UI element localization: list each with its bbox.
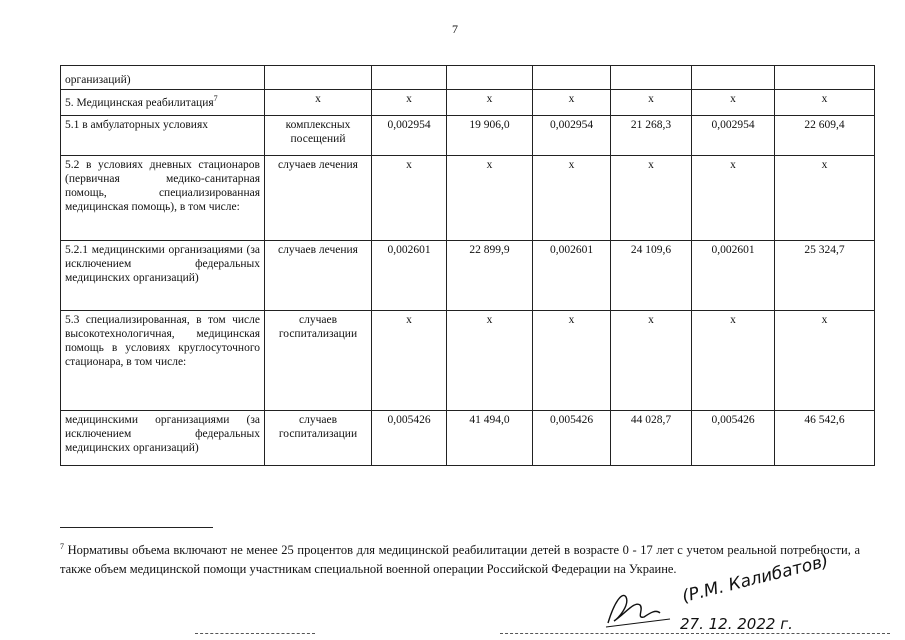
footnote-divider <box>60 527 213 528</box>
footnote-marker: 7 <box>213 94 218 103</box>
row-value: 22 899,9 <box>447 241 533 311</box>
row-value: x <box>775 156 875 241</box>
row-value: 44 028,7 <box>611 411 692 466</box>
row-value: x <box>533 156 611 241</box>
row-value: 41 494,0 <box>447 411 533 466</box>
table-row <box>61 156 875 241</box>
row-label: организаций) <box>61 66 265 90</box>
row-label: 5.2.1 медицинскими организациями (за исключением федеральных медицинских организаций) <box>61 241 265 311</box>
row-value: 25 324,7 <box>775 241 875 311</box>
row-unit: случаев госпитализации <box>265 311 372 411</box>
row-value: x <box>447 156 533 241</box>
signature-scribble-icon <box>600 583 680 633</box>
row-value <box>533 66 611 90</box>
table-row <box>61 241 875 311</box>
row-value: x <box>611 90 692 116</box>
signature-name: (Р.М. Калибатов) <box>680 551 831 607</box>
row-value: x <box>372 156 447 241</box>
table-row <box>61 66 875 90</box>
row-value: x <box>611 156 692 241</box>
row-value: 0,002601 <box>692 241 775 311</box>
row-value: 0,002954 <box>372 116 447 156</box>
row-label: 5.3 специализированная, в том числе высокотехнологичная, медицинская помощь в условиях круглосуточного стационара, в том числе: <box>61 311 265 411</box>
signature-date: 27. 12. 2022 г. <box>680 615 793 633</box>
row-value: 0,005426 <box>692 411 775 466</box>
row-value: 0,002601 <box>372 241 447 311</box>
row-value: x <box>447 90 533 116</box>
row-value: x <box>372 311 447 411</box>
row-value: 22 609,4 <box>775 116 875 156</box>
row-value: x <box>372 90 447 116</box>
row-value: 0,005426 <box>372 411 447 466</box>
row-value: 24 109,6 <box>611 241 692 311</box>
row-value: x <box>775 90 875 116</box>
row-unit: случаев лечения <box>265 156 372 241</box>
row-unit: случаев лечения <box>265 241 372 311</box>
row-label: медицинскими организациями (за исключением федеральных медицинских организаций) <box>61 411 265 466</box>
row-unit: комплексных посещений <box>265 116 372 156</box>
row-label: 5.1 в амбулаторных условиях <box>61 116 265 156</box>
row-value: 21 268,3 <box>611 116 692 156</box>
row-value: 0,002954 <box>533 116 611 156</box>
row-value: 19 906,0 <box>447 116 533 156</box>
footnote-marker: 7 <box>60 542 64 551</box>
row-value: x <box>775 311 875 411</box>
row-value: x <box>447 311 533 411</box>
row-unit: случаев госпитализации <box>265 411 372 466</box>
row-label: 5.2 в условиях дневных стационаров (первичная медико-санитарная помощь, специализированная медицинская помощь), в том числе: <box>61 156 265 241</box>
table-row <box>61 90 875 116</box>
table-row <box>61 116 875 156</box>
page-number: 7 <box>452 22 458 36</box>
row-value <box>611 66 692 90</box>
table-row <box>61 411 875 466</box>
row-value: 0,002954 <box>692 116 775 156</box>
row-value: x <box>692 311 775 411</box>
bottom-dashed-line <box>195 633 315 634</box>
row-unit <box>265 66 372 90</box>
row-value <box>775 66 875 90</box>
row-value <box>692 66 775 90</box>
row-value: x <box>611 311 692 411</box>
row-value: x <box>533 90 611 116</box>
row-label-text: 5. Медицинская реабилитация <box>65 96 214 109</box>
bottom-dashed-line <box>500 633 890 634</box>
row-value: 0,005426 <box>533 411 611 466</box>
row-value <box>372 66 447 90</box>
row-value: 0,002601 <box>533 241 611 311</box>
row-value: x <box>533 311 611 411</box>
footnote-text: Нормативы объема включают не менее 25 процентов для медицинской реабилитации детей в возрасте 0 - 17 лет с учетом реальной потребности, а также объем медицинской помощи участникам специальной военной операции Российской Федерации на Украине. <box>60 543 860 577</box>
row-unit: x <box>265 90 372 116</box>
row-value: x <box>692 90 775 116</box>
signature <box>600 551 870 637</box>
row-label <box>61 90 265 116</box>
normatives-table <box>60 65 875 466</box>
row-value <box>447 66 533 90</box>
table-row <box>61 311 875 411</box>
row-value: 46 542,6 <box>775 411 875 466</box>
row-value: x <box>692 156 775 241</box>
